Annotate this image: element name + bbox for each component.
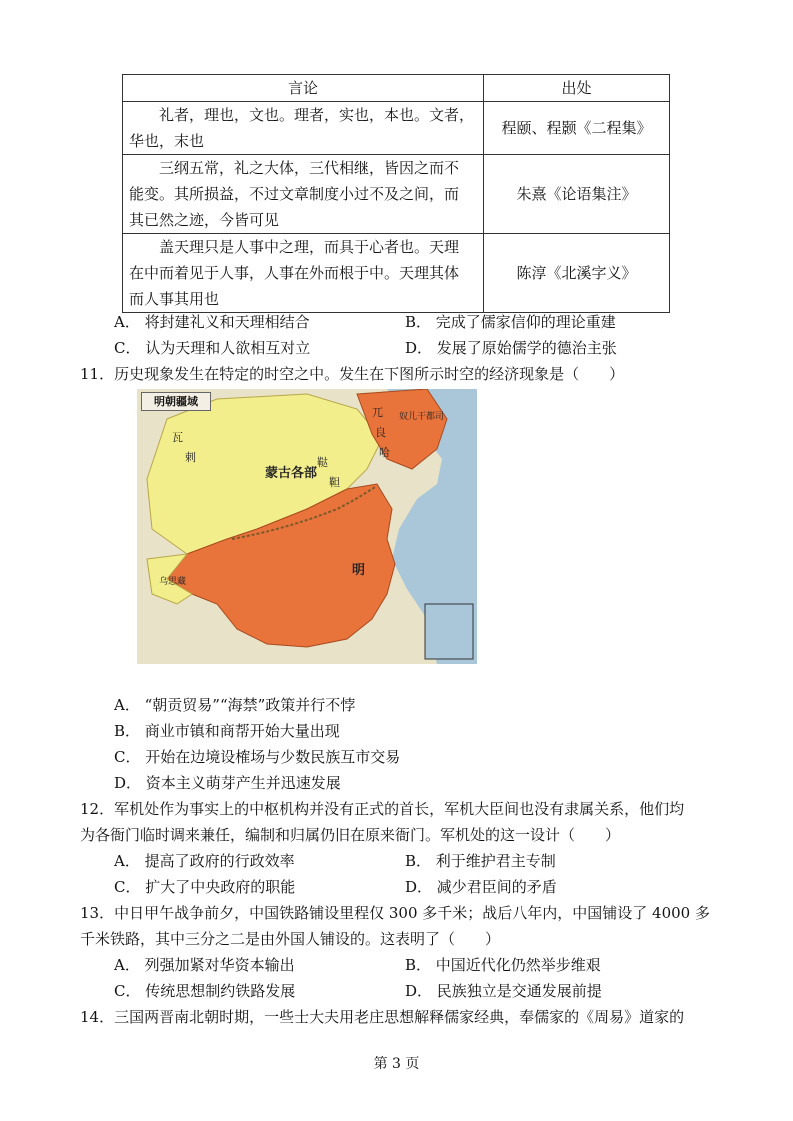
q12-stem-line-2: 为各衙门临时调来兼任，编制和归属仍旧在原来衙门。军机处的这一设计（ ） — [80, 826, 621, 844]
map-label: 靼 — [329, 476, 340, 489]
q11-stem: 11．历史现象发生在特定的时空之中。发生在下图所示时空的经济现象是（ ） — [80, 365, 625, 383]
q13-option-b: B． 中国近代化仍然举步维艰 — [405, 956, 601, 974]
quote-line: 礼者，理也，文也。理者，实也，本也。文者， — [159, 106, 475, 124]
q12-option-b: B． 利于维护君主专制 — [405, 852, 556, 870]
q12-option-a: A． 提高了政府的行政效率 — [114, 852, 295, 870]
q13-option-c: C． 传统思想制约铁路发展 — [114, 982, 296, 1000]
map-label: 奴儿干都司 — [399, 412, 445, 422]
q13-stem-line-2: 千米铁路，其中三分之二是由外国人铺设的。这表明了（ ） — [80, 930, 501, 948]
quote-cell — [123, 234, 484, 313]
q13-option-d: D． 民族独立是交通发展前提 — [405, 982, 602, 1000]
quote-cell — [123, 102, 484, 155]
q12-option-d: D． 减少君臣间的矛盾 — [405, 878, 557, 896]
map-label-mongol: 蒙古各部 — [265, 466, 318, 481]
map-label: 良 — [375, 426, 386, 439]
map-label: 剌 — [185, 451, 196, 464]
source-cell: 朱熹《论语集注》 — [484, 155, 670, 234]
q11-option-a: A． “朝贡贸易”“海禁”政策并行不悖 — [114, 696, 356, 714]
q14-stem: 14．三国两晋南北朝时期，一些士大夫用老庄思想解释儒家经典，奉儒家的《周易》道家的 — [80, 1008, 685, 1026]
q11-option-d: D． 资本主义萌芽产生并迅速发展 — [114, 774, 341, 792]
table-row — [123, 234, 670, 313]
map-label: 乌思藏 — [159, 577, 187, 587]
map-graphic — [137, 389, 477, 664]
map-label: 兀 — [372, 406, 383, 419]
quote-line: 盖天理只是人事中之理，而具于心者也。天理 — [159, 238, 460, 256]
quote-line: 华也，末也 — [129, 132, 205, 150]
map-title: 明朝疆域 — [141, 392, 211, 411]
map-label: 哈 — [379, 446, 390, 459]
header-source: 出处 — [484, 75, 670, 102]
q11-option-b: B． 商业市镇和商帮开始大量出现 — [114, 722, 340, 740]
quote-line: 而人事其用也 — [129, 290, 220, 308]
south-sea-inset — [425, 604, 473, 659]
map-label: 瓦 — [172, 431, 183, 444]
q10-option-b: B． 完成了儒家信仰的理论重建 — [405, 313, 616, 331]
q12-option-c: C． 扩大了中央政府的职能 — [114, 878, 296, 896]
map-label: 鞑 — [317, 456, 328, 469]
map-label-ming: 明 — [352, 563, 366, 578]
q13-stem-line-1: 13．中日甲午战争前夕，中国铁路铺设里程仅 300 多千米；战后八年内，中国铺设了 4000 多 — [80, 904, 710, 922]
quote-line: 在中而着见于人事，人事在外而根于中。天理其体 — [129, 264, 460, 282]
q12-stem-line-1: 12．军机处作为事实上的中枢机构并没有正式的首长，军机大臣间也没有隶属关系，他们均 — [80, 800, 685, 818]
quotes-table — [122, 74, 670, 313]
quote-cell — [123, 155, 484, 234]
page-number: 第 3 页 — [373, 1056, 420, 1072]
quote-line: 三纲五常，礼之大体，三代相继，皆因之而不 — [159, 159, 460, 177]
source-cell: 陈淳《北溪字义》 — [484, 234, 670, 313]
q10-option-d: D． 发展了原始儒学的德治主张 — [405, 339, 617, 357]
header-statement: 言论 — [123, 75, 484, 102]
ming-territory-map — [137, 389, 477, 664]
q11-option-c: C． 开始在边境设榷场与少数民族互市交易 — [114, 748, 401, 766]
q10-option-a: A． 将封建礼义和天理相结合 — [114, 313, 310, 331]
table-row — [123, 155, 670, 234]
quote-line: 其已然之迹，今皆可见 — [129, 211, 280, 229]
table-header-row — [123, 75, 670, 102]
quote-line: 能变。其所损益，不过文章制度小过不及之间，而 — [129, 185, 460, 203]
source-cell: 程颐、程颢《二程集》 — [484, 102, 670, 155]
q13-option-a: A． 列强加紧对华资本输出 — [114, 956, 295, 974]
table-row — [123, 102, 670, 155]
q10-option-c: C． 认为天理和人欲相互对立 — [114, 339, 311, 357]
